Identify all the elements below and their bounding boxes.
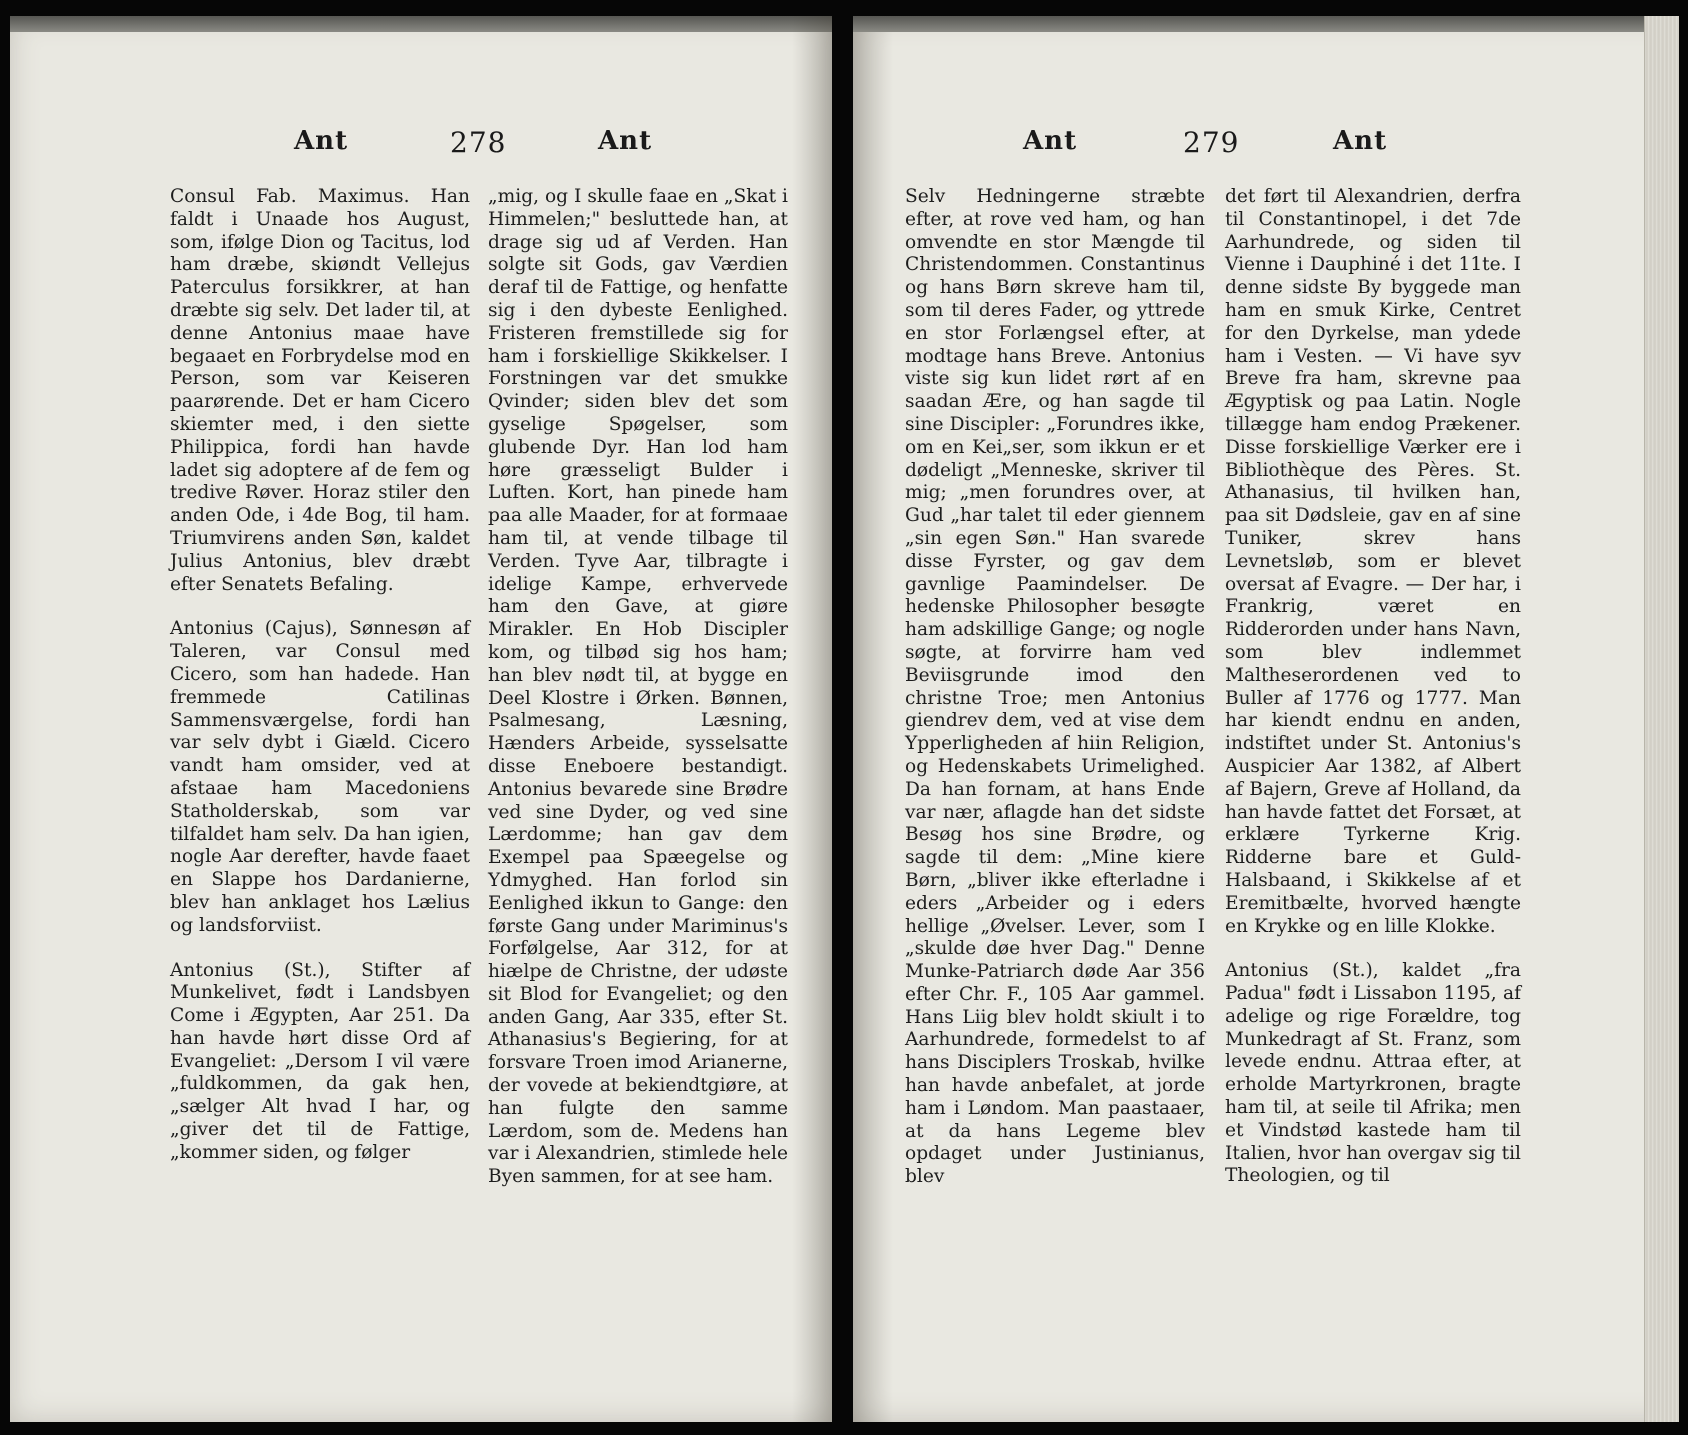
entry-antonius-st: Antonius (St.), Stifter af Munkelivet, født i Landsbyen Come i Ægypten, Aar 251. Da han havde hørt disse Ord af Evangeliet: „Dersom I vil være „fuldkommen, da gak hen, „sælger Alt hvad I har, og „giver det til de Fattige, „kommer siden, og følger [170, 959, 470, 1163]
page-top-edge [10, 16, 832, 32]
text-column-2 [488, 186, 788, 1189]
running-head-right: Ant [598, 126, 653, 156]
running-head-left: Ant [294, 126, 349, 156]
right-page [853, 16, 1679, 1422]
paragraph: Consul Fab. Maximus. Han faldt i Unaade hos August, som, ifølge Dion og Tacitus, lod ham dræbe, skiøndt Vellejus Paterculus forsikkrer, at han dræbte sig selv. Det lader til, at denne Antonius maae have begaaet en Forbrydelse mod en Person, som var Keiseren paarørende. Det er ham Cicero skiemter med, i den siette Philippica, fordi han havde ladet sig adoptere af de fem og tredive Røver. Horaz stiler den anden Ode, i 4de Bog, til ham. Triumvirens anden Søn, kaldet Julius Antonius, blev dræbt efter Senatets Befaling. [170, 186, 470, 595]
text-column-1 [905, 186, 1205, 1189]
entry-antonius-padua: Antonius (St.), kaldet „fra Padua" født i Lissabon 1195, af adelige og rige Forældre, tog Munkedragt af St. Franz, som levede endnu. Attraa efter, at erholde Martyrkronen, bragte ham til, at seile til Afrika; men et Vindstød kastede ham til Italien, hvor han overgav sig til Theologien, og til [1225, 960, 1521, 1187]
left-page [10, 16, 832, 1422]
text-column-2 [1225, 186, 1521, 1188]
page-number: 279 [1183, 126, 1240, 159]
page-number: 278 [450, 126, 507, 159]
entry-antonius-cajus: Antonius (Cajus), Sønnesøn af Taleren, var Consul med Cicero, som han hadede. Han fremmede Catilinas Sammensværgelse, fordi han var selv dybt i Giæld. Cicero vandt ham omsider, ved at afstaae ham Macedoniens Statholderskab, som var tilfaldet ham selv. Da han igien, nogle Aar derefter, havde faaet en Slappe hos Dardanierne, blev han anklaget hos Lælius og landsforviist. [170, 618, 470, 936]
text-column-1 [170, 186, 470, 1165]
running-head-right: Ant [1333, 126, 1388, 156]
paragraph: det ført til Alexandrien, derfra til Constantinopel, i det 7de Aarhundrede, og siden til Vienne i Dauphiné i det 11te. I denne sidste By byggede man ham en smuk Kirke, Centret for den Dyrkelse, man ydede ham i Vesten. — Vi have syv Breve fra ham, skrevne paa Ægyptisk og paa Latin. Nogle tillægge ham endog Prækener. Disse forskiellige Værker ere i Bibliothèque des Pères. St. Athanasius, til hvilken han, paa sit Dødsleie, gav en af sine Tuniker, skrev hans Levnetsløb, som er blevet oversat af Evagre. — Der har, i Frankrig, været en Ridderorden under hans Navn, som blev indlemmet Maltheserordenen ved to Buller af 1776 og 1777. Man har kiendt endnu en anden, indstiftet under St. Antonius's Auspicier Aar 1382, af Albert af Bajern, Greve af Holland, da han havde fattet det Forsæt, at erklære Tyrkerne Krig. Ridderne bare et Guld-Halsbaand, i Skikkelse af et Eremitbælte, hvorved hængte en Krykke og en lille Klokke. [1225, 186, 1521, 937]
paragraph: Selv Hedningerne stræbte efter, at rove ved ham, og han omvendte en stor Mængde til Christendommen. Constantinus og hans Børn skreve ham til, som til deres Fader, og yttrede en stor Forlængsel efter, at modtage hans Breve. Antonius viste sig kun lidet rørt af en saadan Ære, og han sagde til sine Discipler: „Forundres ikke, om en Kei„ser, som ikkun er et dødeligt „Menneske, skriver til mig; „men forundres over, at Gud „har talet til eder giennem „sin egen Søn." Han svarede disse Fyrster, og gav dem gavnlige Paamindelser. De hedenske Philosopher besøgte ham adskillige Gange; og nogle søgte, at forvirre ham ved Beviisgrunde imod den christne Troe; men Antonius giendrev dem, ved at vise dem Ypperligheden af hiin Religion, og Hedenskabets Urimelighed. Da han fornam, at hans Ende var nær, aflagde han det sidste Besøg hos sine Brødre, og sagde til dem: „Mine kiere Børn, „bliver ikke efterladne i eders „Arbeider og i eders hellige „Øvelser. Lever, som I „skulde døe hver Dag." Denne Munke-Patriarch døde Aar 356 efter Chr. F., 105 Aar gammel. Hans Liig blev holdt skiult i to Aarhundrede, formedelst to af hans Disciplers Troskab, hvilke han havde anbefalet, at jorde ham i Løndom. Man paastaaer, at da hans Legeme blev opdaget under Justinianus, blev [905, 186, 1205, 1188]
paragraph: „mig, og I skulle faae en „Skat i Himmelen;" besluttede han, at drage sig ud af Verden. Han solgte sit Gods, gav Værdien deraf til de Fattige, og henfatte sig i den dybeste Eenlighed. Fristeren fremstillede sig for ham i forskiellige Skikkelser. I Forstningen var det smukke Qvinder; siden blev det som gyselige Spøgelser, som glubende Dyr. Han lod ham høre græsseligt Bulder i Luften. Kort, han pinede ham paa alle Maader, for at formaae ham til, at vende tilbage til Verden. Tyve Aar, tilbragte i idelige Kampe, erhvervede ham den Gave, at giøre Mirakler. En Hob Discipler kom, og tilbød sig hos ham; han blev nødt til, at bygge en Deel Klostre i Ørken. Bønnen, Psalmesang, Læsning, Hænders Arbeide, sysselsatte disse Eneboere bestandigt. Antonius bevarede sine Brødre ved sine Dyder, og ved sine Lærdomme; han gav dem Exempel paa Spæegelse og Ydmyghed. Han forlod sin Eenlighed ikkun to Gange: den første Gang under Mariminus's Forfølgelse, Aar 312, for at hiælpe de Christne, der udøste sit Blod for Evangeliet; og den anden Gang, Aar 335, efter St. Athanasius's Begiering, for at forsvare Troen imod Arianerne, der vovede at bekiendtgiøre, at han fulgte den samme Lærdom, som de. Medens han var i Alexandrien, stimlede hele Byen sammen, for at see ham. [488, 186, 788, 1188]
running-head-left: Ant [1023, 126, 1078, 156]
page-top-edge [853, 16, 1679, 32]
